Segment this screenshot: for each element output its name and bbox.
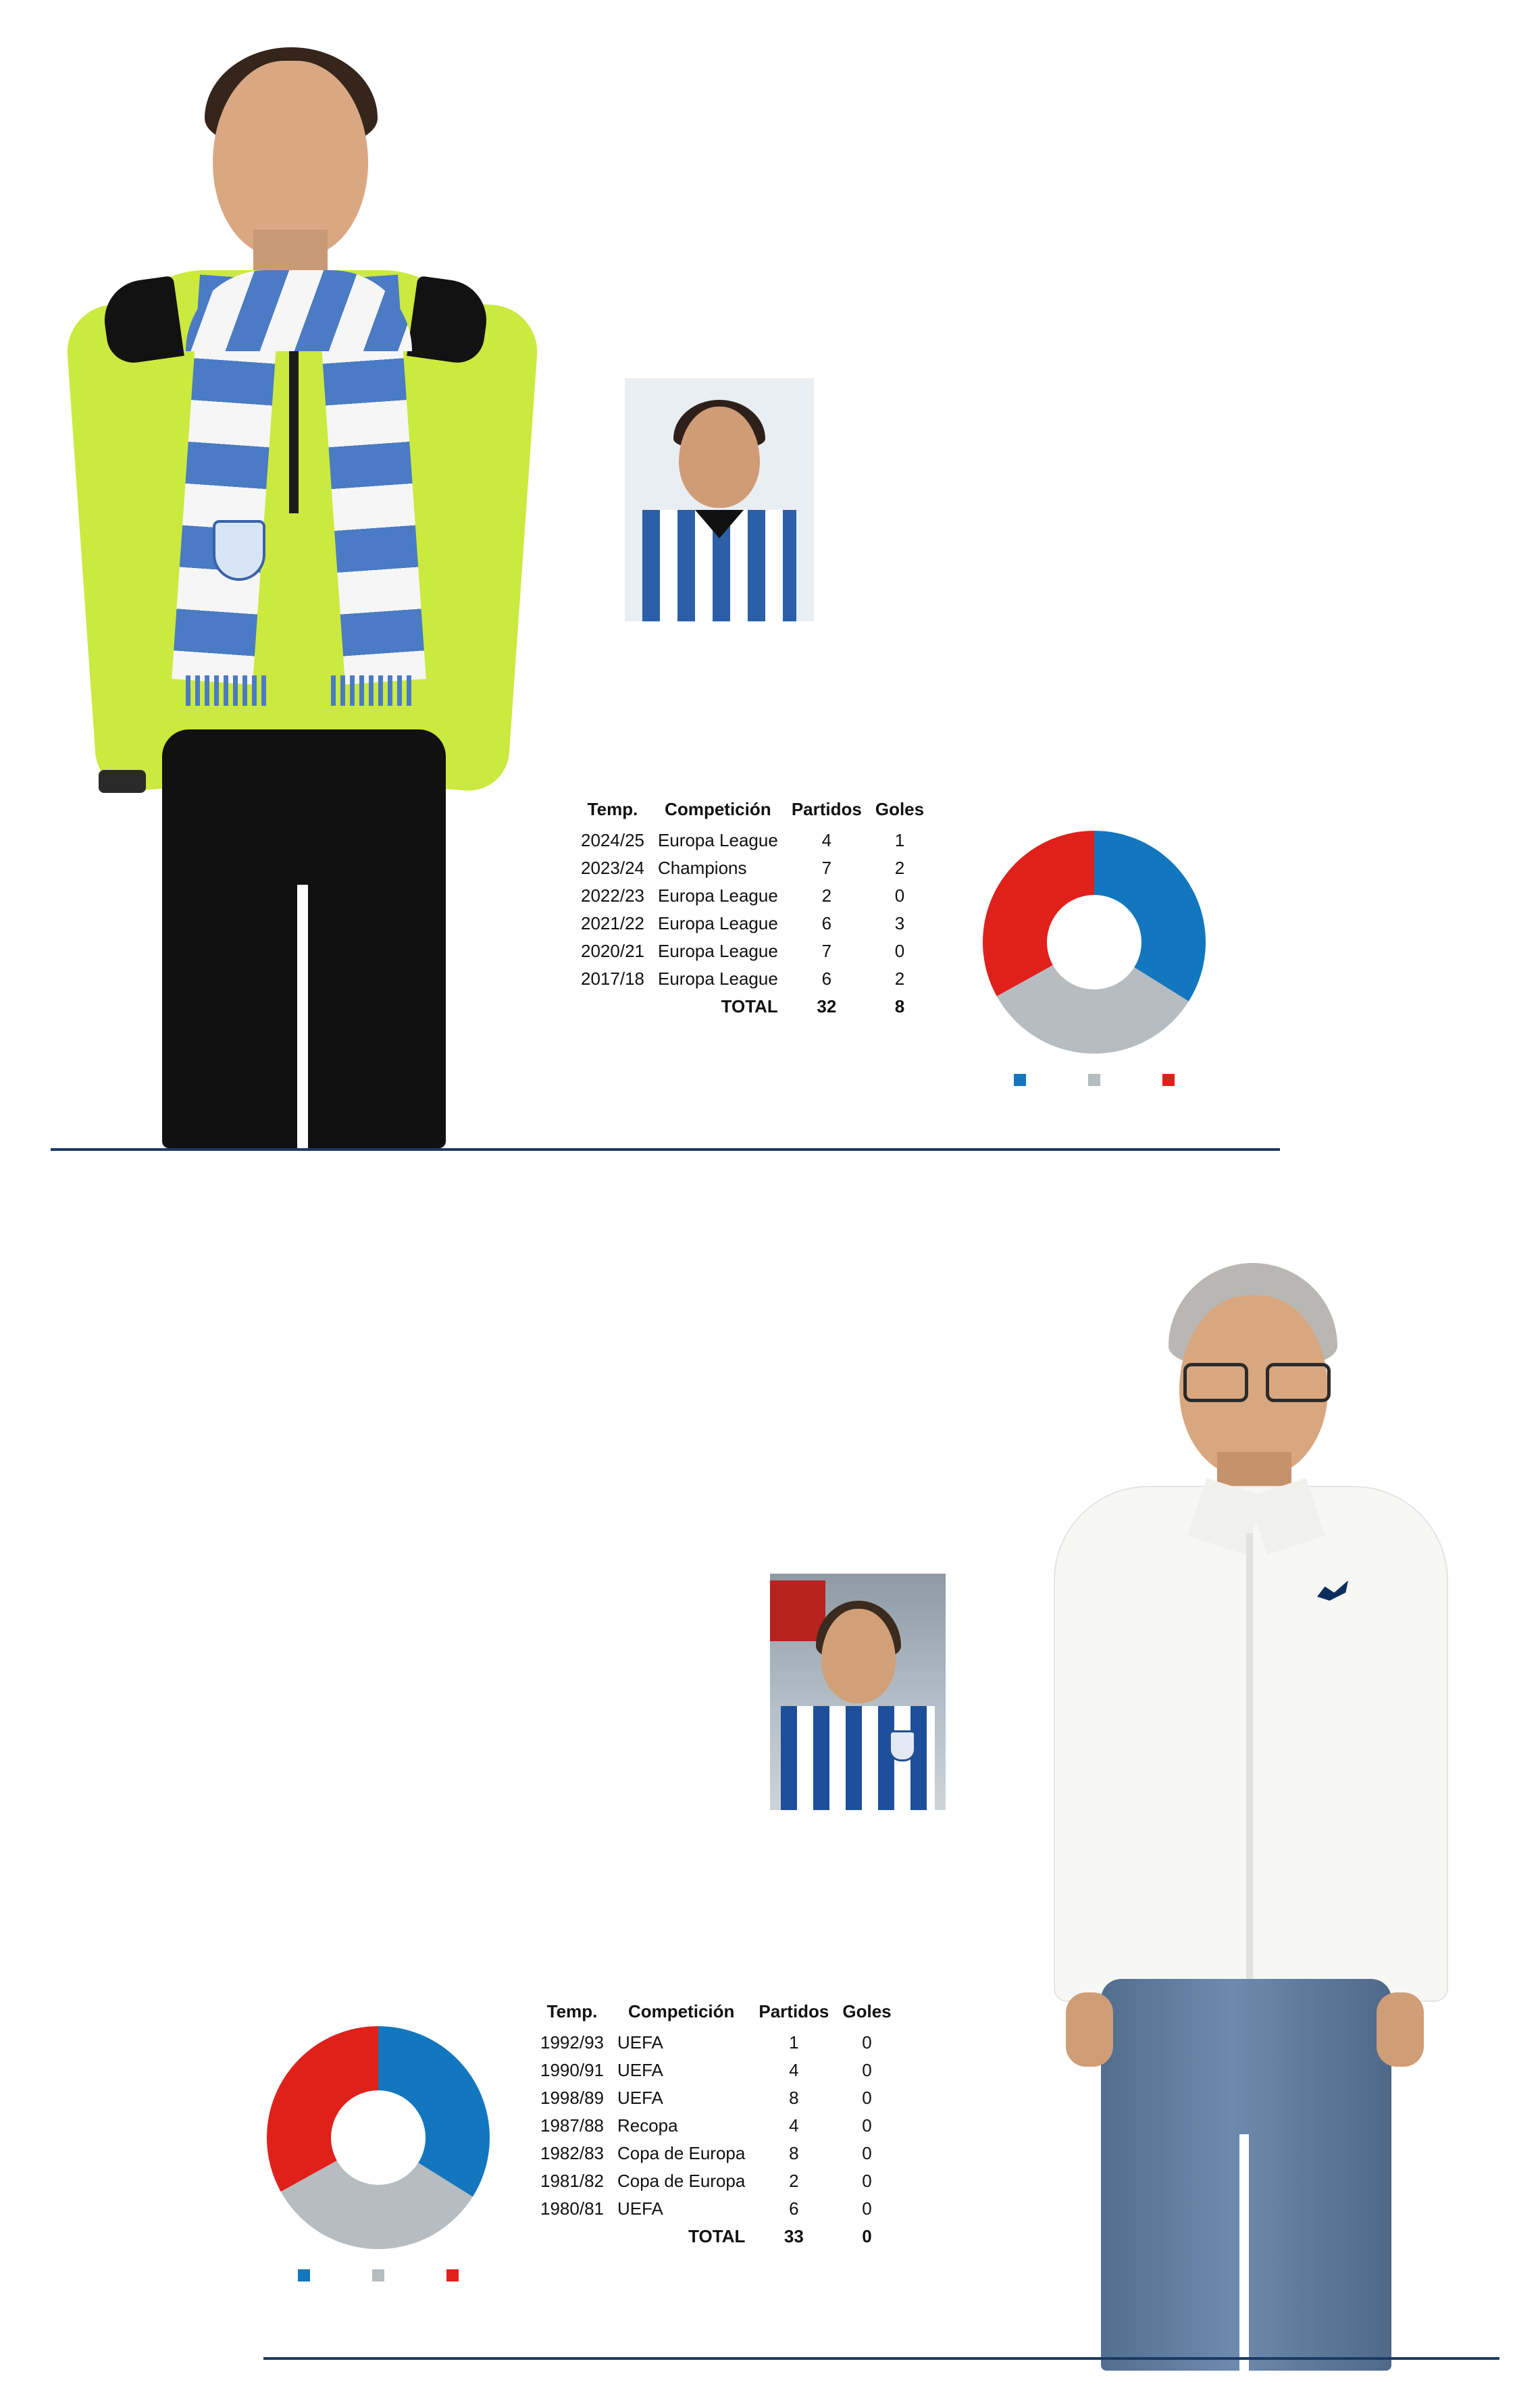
- legend-item-red: [1131, 1074, 1206, 1086]
- donut-ring: [267, 2026, 490, 2249]
- cell-partidos: 6: [821, 969, 832, 989]
- cell-temp: 2024/25: [581, 830, 644, 850]
- column-header-partidos: Partidos: [759, 2001, 829, 2021]
- player-1-main-photo: [41, 47, 594, 1148]
- table-row: [574, 937, 931, 965]
- cell-temp: 1987/88: [540, 2115, 604, 2136]
- column-header-temp: Temp.: [587, 799, 638, 819]
- cell-goles: 0: [862, 2171, 872, 2191]
- table-row: [534, 2112, 898, 2140]
- legend-item-blue: [983, 1074, 1057, 1086]
- column-header-competicion: Competición: [627, 2001, 735, 2021]
- shirt-placket: [1246, 1533, 1253, 1992]
- cell-competicion: UEFA: [617, 2198, 663, 2219]
- table-row: [574, 965, 931, 993]
- cell-goles: 0: [862, 2198, 872, 2219]
- cell-goles: 0: [862, 2060, 872, 2080]
- cell-partidos: 2: [789, 2171, 799, 2191]
- left-shoulder-panel: [99, 276, 184, 366]
- cell-total-partidos: 32: [817, 996, 837, 1016]
- table-total-row: [574, 993, 931, 1021]
- legend-swatch-grey-icon: [372, 2269, 384, 2281]
- head-shape: [213, 61, 368, 257]
- club-crest-icon: [889, 1730, 916, 1761]
- cell-temp: 1990/91: [540, 2060, 604, 2080]
- scarf-fringe-right: [331, 675, 412, 706]
- table-row: [534, 2195, 898, 2223]
- cell-goles: 0: [894, 941, 905, 961]
- cell-partidos: 1: [789, 2032, 799, 2053]
- right-hand-shape: [1377, 1992, 1424, 2067]
- cell-goles: 2: [894, 969, 905, 989]
- head-shape: [821, 1609, 896, 1703]
- cell-competicion: UEFA: [617, 2060, 663, 2080]
- column-header-goles: Goles: [875, 799, 925, 819]
- cell-partidos: 7: [821, 858, 832, 878]
- cell-temp: 2022/23: [581, 885, 644, 906]
- club-crest-icon: [213, 520, 265, 581]
- cell-partidos: 4: [821, 830, 832, 850]
- column-header-temp: Temp.: [546, 2001, 598, 2021]
- cell-goles: 1: [894, 830, 905, 850]
- table-row: [534, 2140, 898, 2167]
- glasses-left-lens-icon: [1183, 1363, 1248, 1402]
- table-total-row: [534, 2223, 898, 2250]
- cell-partidos: 6: [789, 2198, 799, 2219]
- table-row: [574, 854, 931, 882]
- background-banner: [770, 1580, 825, 1641]
- cell-temp: [574, 993, 651, 1021]
- donut-ring: [983, 831, 1206, 1054]
- cell-competicion: UEFA: [617, 2088, 663, 2108]
- legend-swatch-red-icon: [446, 2269, 459, 2281]
- table-row: [534, 2057, 898, 2084]
- leg-gap: [1239, 2134, 1249, 2371]
- cell-temp: 1992/93: [540, 2032, 604, 2053]
- cell-goles: 3: [894, 913, 905, 933]
- section-divider-1: [51, 1148, 1280, 1151]
- table-row: [534, 2167, 898, 2195]
- cell-competicion: Copa de Europa: [617, 2143, 746, 2163]
- table-row: [534, 2029, 898, 2057]
- table-header-row: [534, 1999, 898, 2029]
- cell-temp: 2017/18: [581, 969, 644, 989]
- cell-goles: 0: [894, 885, 905, 906]
- cell-temp: 1981/82: [540, 2171, 604, 2191]
- wristwatch-shape: [99, 770, 146, 793]
- cell-goles: 0: [862, 2115, 872, 2136]
- table-row: [574, 910, 931, 937]
- cell-goles: 0: [862, 2143, 872, 2163]
- legend-item-red: [415, 2269, 490, 2281]
- cell-partidos: 2: [821, 885, 832, 906]
- cell-total-goles: 0: [862, 2226, 872, 2246]
- cell-partidos: 4: [789, 2060, 799, 2080]
- column-header-goles: Goles: [842, 2001, 892, 2021]
- legend-swatch-grey-icon: [1088, 1074, 1100, 1086]
- cell-partidos: 7: [821, 941, 832, 961]
- head-shape: [679, 407, 760, 508]
- cell-total-label: TOTAL: [688, 2226, 746, 2246]
- cell-temp: 1998/89: [540, 2088, 604, 2108]
- cell-total-label: TOTAL: [721, 996, 778, 1016]
- column-header-competicion: Competición: [665, 799, 771, 819]
- legend-item-blue: [267, 2269, 341, 2281]
- cell-temp: 1980/81: [540, 2198, 604, 2219]
- player-1-stats-table: [574, 797, 931, 1021]
- scarf-fringe-left: [186, 675, 267, 706]
- table-row: [574, 882, 931, 910]
- donut-hole: [331, 2090, 426, 2185]
- cell-competicion: Europa League: [657, 969, 778, 989]
- legend-swatch-blue-icon: [1014, 1074, 1026, 1086]
- legend-swatch-red-icon: [1162, 1074, 1175, 1086]
- table-header-row: [574, 797, 931, 827]
- cell-partidos: 4: [789, 2115, 799, 2136]
- cell-partidos: 8: [789, 2088, 799, 2108]
- cell-total-partidos: 33: [784, 2226, 804, 2246]
- left-hand-shape: [1066, 1992, 1113, 2067]
- cell-competicion: Champions: [657, 858, 747, 878]
- cell-partidos: 6: [821, 913, 832, 933]
- cell-goles: 0: [862, 2032, 872, 2053]
- player-2-donut-chart: [267, 2026, 490, 2249]
- cell-temp: 2020/21: [581, 941, 644, 961]
- table-row: [574, 827, 931, 854]
- cell-temp: 2023/24: [581, 858, 644, 878]
- player-1-id-photo: [625, 378, 814, 621]
- column-header-partidos: Partidos: [791, 799, 862, 819]
- leg-gap: [297, 885, 308, 1148]
- legend-item-grey: [1057, 1074, 1131, 1086]
- cell-competicion: Copa de Europa: [617, 2171, 746, 2191]
- chart-legend: [983, 1074, 1206, 1086]
- legend-item-grey: [341, 2269, 415, 2281]
- legend-swatch-blue-icon: [298, 2269, 310, 2281]
- player-1-donut-chart: [983, 831, 1206, 1054]
- cell-goles: 0: [862, 2088, 872, 2108]
- cell-partidos: 8: [789, 2143, 799, 2163]
- cell-competicion: Europa League: [657, 913, 778, 933]
- chart-legend: [267, 2269, 490, 2281]
- cell-total-goles: 8: [894, 996, 905, 1016]
- cell-competicion: UEFA: [617, 2032, 663, 2053]
- cell-competicion: Europa League: [657, 941, 778, 961]
- table-row: [534, 2084, 898, 2112]
- section-divider-2: [263, 2357, 1499, 2360]
- cell-temp: 2021/22: [581, 913, 644, 933]
- player-2-stats-table: [534, 1999, 898, 2250]
- glasses-right-lens-icon: [1266, 1363, 1331, 1402]
- cell-competicion: Recopa: [617, 2115, 678, 2136]
- cell-temp: 1982/83: [540, 2143, 604, 2163]
- player-2-main-photo: [966, 1263, 1506, 2371]
- player-2-id-photo: [770, 1574, 946, 1810]
- cell-competicion: Europa League: [657, 885, 778, 906]
- cell-temp: [534, 2223, 611, 2250]
- cell-competicion: Europa League: [657, 830, 778, 850]
- donut-hole: [1047, 895, 1141, 989]
- cell-goles: 2: [894, 858, 905, 878]
